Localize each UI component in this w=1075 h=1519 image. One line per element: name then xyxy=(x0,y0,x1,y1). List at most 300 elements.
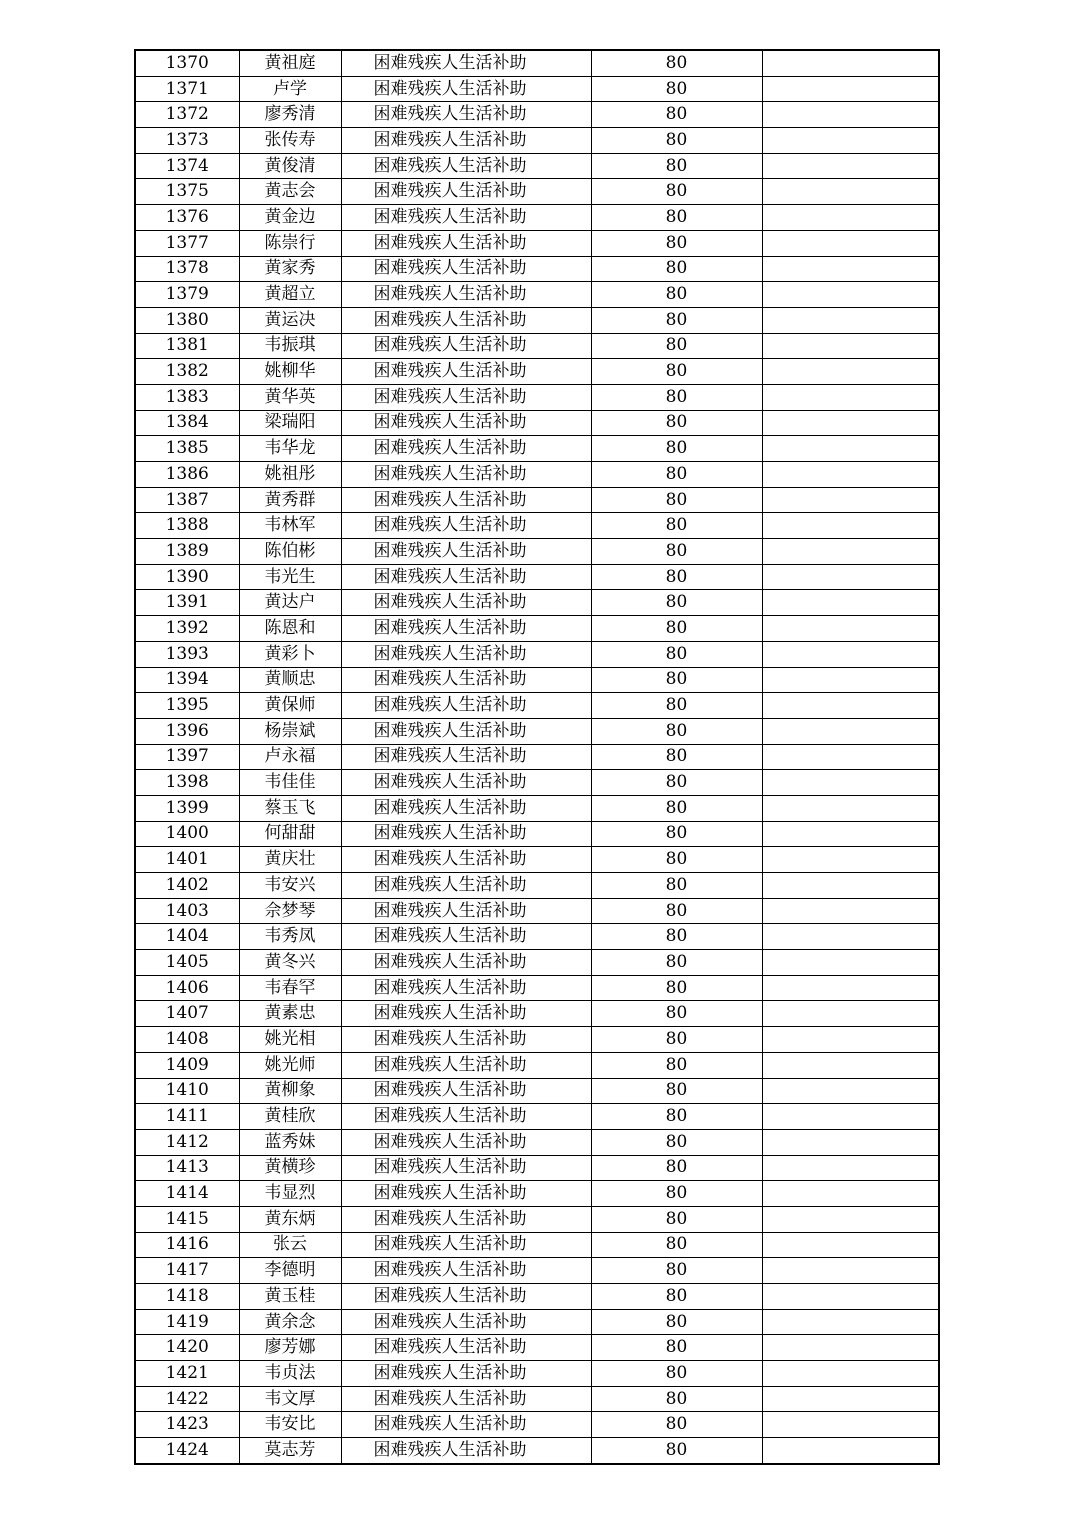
recipient-name-cell: 陈伯彬 xyxy=(239,539,341,565)
subsidy-item-cell: 困难残疾人生活补助 xyxy=(341,333,591,359)
table-row xyxy=(135,1001,939,1027)
remark-cell xyxy=(762,205,939,231)
remark-cell xyxy=(762,770,939,796)
serial-number-cell: 1402 xyxy=(135,873,239,899)
subsidy-item-cell: 困难残疾人生活补助 xyxy=(341,667,591,693)
table-row xyxy=(135,333,939,359)
remark-cell xyxy=(762,898,939,924)
amount-cell: 80 xyxy=(591,410,762,436)
serial-number-cell: 1390 xyxy=(135,564,239,590)
remark-cell xyxy=(762,307,939,333)
recipient-name-cell: 黄达户 xyxy=(239,590,341,616)
table-row xyxy=(135,1232,939,1258)
table-row xyxy=(135,539,939,565)
serial-number-cell: 1414 xyxy=(135,1181,239,1207)
amount-cell: 80 xyxy=(591,950,762,976)
amount-cell: 80 xyxy=(591,436,762,462)
remark-cell xyxy=(762,487,939,513)
subsidy-item-cell: 困难残疾人生活补助 xyxy=(341,1078,591,1104)
recipient-name-cell: 李德明 xyxy=(239,1258,341,1284)
table-row xyxy=(135,744,939,770)
serial-number-cell: 1383 xyxy=(135,384,239,410)
subsidy-item-cell: 困难残疾人生活补助 xyxy=(341,128,591,154)
amount-cell: 80 xyxy=(591,641,762,667)
subsidy-item-cell: 困难残疾人生活补助 xyxy=(341,462,591,488)
serial-number-cell: 1407 xyxy=(135,1001,239,1027)
table-row xyxy=(135,821,939,847)
recipient-name-cell: 卢永福 xyxy=(239,744,341,770)
remark-cell xyxy=(762,847,939,873)
amount-cell: 80 xyxy=(591,333,762,359)
remark-cell xyxy=(762,256,939,282)
table-row xyxy=(135,384,939,410)
amount-cell: 80 xyxy=(591,256,762,282)
remark-cell xyxy=(762,1232,939,1258)
amount-cell: 80 xyxy=(591,50,762,76)
amount-cell: 80 xyxy=(591,153,762,179)
table-row xyxy=(135,1412,939,1438)
remark-cell xyxy=(762,641,939,667)
subsidy-item-cell: 困难残疾人生活补助 xyxy=(341,590,591,616)
table-row xyxy=(135,1129,939,1155)
amount-cell: 80 xyxy=(591,1412,762,1438)
subsidy-item-cell: 困难残疾人生活补助 xyxy=(341,1335,591,1361)
subsidy-item-cell: 困难残疾人生活补助 xyxy=(341,718,591,744)
subsidy-item-cell: 困难残疾人生活补助 xyxy=(341,1284,591,1310)
recipient-name-cell: 黄横珍 xyxy=(239,1155,341,1181)
subsidy-item-cell: 困难残疾人生活补助 xyxy=(341,950,591,976)
subsidy-item-cell: 困难残疾人生活补助 xyxy=(341,1438,591,1464)
amount-cell: 80 xyxy=(591,1232,762,1258)
serial-number-cell: 1418 xyxy=(135,1284,239,1310)
recipient-name-cell: 韦安比 xyxy=(239,1412,341,1438)
amount-cell: 80 xyxy=(591,1155,762,1181)
remark-cell xyxy=(762,384,939,410)
serial-number-cell: 1389 xyxy=(135,539,239,565)
remark-cell xyxy=(762,1335,939,1361)
subsidy-item-cell: 困难残疾人生活补助 xyxy=(341,282,591,308)
subsidy-item-cell: 困难残疾人生活补助 xyxy=(341,975,591,1001)
serial-number-cell: 1401 xyxy=(135,847,239,873)
table-row xyxy=(135,102,939,128)
subsidy-item-cell: 困难残疾人生活补助 xyxy=(341,539,591,565)
table-row xyxy=(135,616,939,642)
serial-number-cell: 1404 xyxy=(135,924,239,950)
remark-cell xyxy=(762,282,939,308)
table-row xyxy=(135,1284,939,1310)
remark-cell xyxy=(762,924,939,950)
table-row xyxy=(135,975,939,1001)
recipient-name-cell: 姚光师 xyxy=(239,1052,341,1078)
subsidy-item-cell: 困难残疾人生活补助 xyxy=(341,1206,591,1232)
subsidy-item-cell: 困难残疾人生活补助 xyxy=(341,744,591,770)
table-row xyxy=(135,179,939,205)
subsidy-item-cell: 困难残疾人生活补助 xyxy=(341,513,591,539)
recipient-name-cell: 韦贞法 xyxy=(239,1361,341,1387)
table-row xyxy=(135,128,939,154)
table-row xyxy=(135,1309,939,1335)
remark-cell xyxy=(762,975,939,1001)
subsidy-item-cell: 困难残疾人生活补助 xyxy=(341,487,591,513)
amount-cell: 80 xyxy=(591,462,762,488)
remark-cell xyxy=(762,821,939,847)
table-row xyxy=(135,693,939,719)
table-row xyxy=(135,718,939,744)
amount-cell: 80 xyxy=(591,924,762,950)
remark-cell xyxy=(762,102,939,128)
serial-number-cell: 1370 xyxy=(135,50,239,76)
remark-cell xyxy=(762,1258,939,1284)
serial-number-cell: 1387 xyxy=(135,487,239,513)
serial-number-cell: 1379 xyxy=(135,282,239,308)
subsidy-item-cell: 困难残疾人生活补助 xyxy=(341,307,591,333)
serial-number-cell: 1424 xyxy=(135,1438,239,1464)
table-row xyxy=(135,359,939,385)
subsidy-item-cell: 困难残疾人生活补助 xyxy=(341,1361,591,1387)
recipient-name-cell: 蔡玉飞 xyxy=(239,795,341,821)
table-row xyxy=(135,513,939,539)
remark-cell xyxy=(762,462,939,488)
amount-cell: 80 xyxy=(591,873,762,899)
recipient-name-cell: 黄秀群 xyxy=(239,487,341,513)
subsidy-item-cell: 困难残疾人生活补助 xyxy=(341,1027,591,1053)
recipient-name-cell: 佘梦琴 xyxy=(239,898,341,924)
recipient-name-cell: 韦显烈 xyxy=(239,1181,341,1207)
serial-number-cell: 1421 xyxy=(135,1361,239,1387)
remark-cell xyxy=(762,590,939,616)
recipient-name-cell: 黄庆壮 xyxy=(239,847,341,873)
remark-cell xyxy=(762,744,939,770)
remark-cell xyxy=(762,1361,939,1387)
remark-cell xyxy=(762,179,939,205)
recipient-name-cell: 陈恩和 xyxy=(239,616,341,642)
subsidy-item-cell: 困难残疾人生活补助 xyxy=(341,924,591,950)
recipient-name-cell: 姚光相 xyxy=(239,1027,341,1053)
serial-number-cell: 1410 xyxy=(135,1078,239,1104)
subsidy-item-cell: 困难残疾人生活补助 xyxy=(341,436,591,462)
amount-cell: 80 xyxy=(591,1104,762,1130)
serial-number-cell: 1415 xyxy=(135,1206,239,1232)
subsidy-item-cell: 困难残疾人生活补助 xyxy=(341,1181,591,1207)
serial-number-cell: 1373 xyxy=(135,128,239,154)
subsidy-item-cell: 困难残疾人生活补助 xyxy=(341,1104,591,1130)
serial-number-cell: 1377 xyxy=(135,230,239,256)
serial-number-cell: 1371 xyxy=(135,76,239,102)
table-row xyxy=(135,770,939,796)
remark-cell xyxy=(762,1027,939,1053)
amount-cell: 80 xyxy=(591,205,762,231)
subsidy-item-cell: 困难残疾人生活补助 xyxy=(341,1052,591,1078)
amount-cell: 80 xyxy=(591,667,762,693)
remark-cell xyxy=(762,1386,939,1412)
subsidy-item-cell: 困难残疾人生活补助 xyxy=(341,1309,591,1335)
subsidy-item-cell: 困难残疾人生活补助 xyxy=(341,873,591,899)
recipient-name-cell: 姚祖彤 xyxy=(239,462,341,488)
table-row xyxy=(135,1181,939,1207)
recipient-name-cell: 黄玉桂 xyxy=(239,1284,341,1310)
serial-number-cell: 1395 xyxy=(135,693,239,719)
remark-cell xyxy=(762,410,939,436)
serial-number-cell: 1412 xyxy=(135,1129,239,1155)
serial-number-cell: 1385 xyxy=(135,436,239,462)
amount-cell: 80 xyxy=(591,1386,762,1412)
serial-number-cell: 1375 xyxy=(135,179,239,205)
serial-number-cell: 1420 xyxy=(135,1335,239,1361)
recipient-name-cell: 韦林军 xyxy=(239,513,341,539)
table-row xyxy=(135,1386,939,1412)
remark-cell xyxy=(762,718,939,744)
amount-cell: 80 xyxy=(591,1181,762,1207)
serial-number-cell: 1411 xyxy=(135,1104,239,1130)
subsidy-item-cell: 困难残疾人生活补助 xyxy=(341,847,591,873)
recipient-name-cell: 张云 xyxy=(239,1232,341,1258)
serial-number-cell: 1384 xyxy=(135,410,239,436)
recipient-name-cell: 韦光生 xyxy=(239,564,341,590)
amount-cell: 80 xyxy=(591,898,762,924)
remark-cell xyxy=(762,333,939,359)
table-row xyxy=(135,590,939,616)
subsidy-item-cell: 困难残疾人生活补助 xyxy=(341,1232,591,1258)
subsidy-item-cell: 困难残疾人生活补助 xyxy=(341,230,591,256)
serial-number-cell: 1417 xyxy=(135,1258,239,1284)
table-row xyxy=(135,1155,939,1181)
remark-cell xyxy=(762,564,939,590)
subsidy-item-cell: 困难残疾人生活补助 xyxy=(341,1386,591,1412)
subsidy-item-cell: 困难残疾人生活补助 xyxy=(341,410,591,436)
remark-cell xyxy=(762,1309,939,1335)
serial-number-cell: 1423 xyxy=(135,1412,239,1438)
table-row xyxy=(135,1361,939,1387)
amount-cell: 80 xyxy=(591,1309,762,1335)
recipient-name-cell: 蓝秀妹 xyxy=(239,1129,341,1155)
serial-number-cell: 1386 xyxy=(135,462,239,488)
serial-number-cell: 1406 xyxy=(135,975,239,1001)
recipient-name-cell: 廖秀清 xyxy=(239,102,341,128)
table-row xyxy=(135,1206,939,1232)
table-row xyxy=(135,153,939,179)
remark-cell xyxy=(762,1284,939,1310)
remark-cell xyxy=(762,616,939,642)
serial-number-cell: 1408 xyxy=(135,1027,239,1053)
remark-cell xyxy=(762,1412,939,1438)
remark-cell xyxy=(762,950,939,976)
recipient-name-cell: 韦秀凤 xyxy=(239,924,341,950)
table-row xyxy=(135,410,939,436)
amount-cell: 80 xyxy=(591,1438,762,1464)
amount-cell: 80 xyxy=(591,564,762,590)
recipient-name-cell: 黄素忠 xyxy=(239,1001,341,1027)
serial-number-cell: 1405 xyxy=(135,950,239,976)
subsidy-item-cell: 困难残疾人生活补助 xyxy=(341,1129,591,1155)
amount-cell: 80 xyxy=(591,179,762,205)
subsidy-item-cell: 困难残疾人生活补助 xyxy=(341,153,591,179)
subsidy-item-cell: 困难残疾人生活补助 xyxy=(341,564,591,590)
table-row xyxy=(135,641,939,667)
recipient-name-cell: 何甜甜 xyxy=(239,821,341,847)
recipient-name-cell: 黄志会 xyxy=(239,179,341,205)
recipient-name-cell: 廖芳娜 xyxy=(239,1335,341,1361)
table-row xyxy=(135,1438,939,1464)
serial-number-cell: 1399 xyxy=(135,795,239,821)
subsidy-item-cell: 困难残疾人生活补助 xyxy=(341,821,591,847)
table-row xyxy=(135,1027,939,1053)
serial-number-cell: 1409 xyxy=(135,1052,239,1078)
remark-cell xyxy=(762,795,939,821)
recipient-name-cell: 梁瑞阳 xyxy=(239,410,341,436)
recipient-name-cell: 姚柳华 xyxy=(239,359,341,385)
subsidy-item-cell: 困难残疾人生活补助 xyxy=(341,616,591,642)
amount-cell: 80 xyxy=(591,230,762,256)
recipient-name-cell: 黄柳象 xyxy=(239,1078,341,1104)
remark-cell xyxy=(762,1155,939,1181)
amount-cell: 80 xyxy=(591,76,762,102)
subsidy-item-cell: 困难残疾人生活补助 xyxy=(341,770,591,796)
recipient-name-cell: 韦佳佳 xyxy=(239,770,341,796)
remark-cell xyxy=(762,1001,939,1027)
remark-cell xyxy=(762,1206,939,1232)
table-row xyxy=(135,76,939,102)
recipient-name-cell: 韦振琪 xyxy=(239,333,341,359)
amount-cell: 80 xyxy=(591,693,762,719)
table-row xyxy=(135,1078,939,1104)
serial-number-cell: 1422 xyxy=(135,1386,239,1412)
serial-number-cell: 1372 xyxy=(135,102,239,128)
remark-cell xyxy=(762,513,939,539)
recipient-name-cell: 黄桂欣 xyxy=(239,1104,341,1130)
table-row xyxy=(135,205,939,231)
subsidy-item-cell: 困难残疾人生活补助 xyxy=(341,1155,591,1181)
amount-cell: 80 xyxy=(591,1361,762,1387)
recipient-name-cell: 卢学 xyxy=(239,76,341,102)
table-row xyxy=(135,564,939,590)
remark-cell xyxy=(762,693,939,719)
amount-cell: 80 xyxy=(591,1001,762,1027)
remark-cell xyxy=(762,359,939,385)
recipient-name-cell: 韦安兴 xyxy=(239,873,341,899)
amount-cell: 80 xyxy=(591,487,762,513)
subsidy-item-cell: 困难残疾人生活补助 xyxy=(341,1412,591,1438)
serial-number-cell: 1374 xyxy=(135,153,239,179)
serial-number-cell: 1396 xyxy=(135,718,239,744)
amount-cell: 80 xyxy=(591,590,762,616)
recipient-name-cell: 黄俊清 xyxy=(239,153,341,179)
amount-cell: 80 xyxy=(591,847,762,873)
serial-number-cell: 1382 xyxy=(135,359,239,385)
serial-number-cell: 1393 xyxy=(135,641,239,667)
serial-number-cell: 1388 xyxy=(135,513,239,539)
remark-cell xyxy=(762,539,939,565)
table-row xyxy=(135,256,939,282)
serial-number-cell: 1378 xyxy=(135,256,239,282)
subsidy-item-cell: 困难残疾人生活补助 xyxy=(341,1001,591,1027)
serial-number-cell: 1413 xyxy=(135,1155,239,1181)
table-row xyxy=(135,1335,939,1361)
table-row xyxy=(135,487,939,513)
subsidy-item-cell: 困难残疾人生活补助 xyxy=(341,256,591,282)
recipient-name-cell: 黄东炳 xyxy=(239,1206,341,1232)
table-row xyxy=(135,847,939,873)
table-row xyxy=(135,462,939,488)
recipient-name-cell: 陈崇行 xyxy=(239,230,341,256)
recipient-name-cell: 韦文厚 xyxy=(239,1386,341,1412)
amount-cell: 80 xyxy=(591,1052,762,1078)
serial-number-cell: 1419 xyxy=(135,1309,239,1335)
table-row xyxy=(135,307,939,333)
recipient-name-cell: 黄运决 xyxy=(239,307,341,333)
remark-cell xyxy=(762,1104,939,1130)
table-row xyxy=(135,1104,939,1130)
table-body xyxy=(135,50,939,1464)
subsidy-item-cell: 困难残疾人生活补助 xyxy=(341,76,591,102)
remark-cell xyxy=(762,1438,939,1464)
amount-cell: 80 xyxy=(591,1078,762,1104)
remark-cell xyxy=(762,667,939,693)
amount-cell: 80 xyxy=(591,616,762,642)
subsidy-item-cell: 困难残疾人生活补助 xyxy=(341,384,591,410)
serial-number-cell: 1403 xyxy=(135,898,239,924)
serial-number-cell: 1397 xyxy=(135,744,239,770)
table-row xyxy=(135,667,939,693)
recipient-name-cell: 黄家秀 xyxy=(239,256,341,282)
amount-cell: 80 xyxy=(591,975,762,1001)
recipient-name-cell: 黄顺忠 xyxy=(239,667,341,693)
table-row xyxy=(135,1258,939,1284)
table-row xyxy=(135,898,939,924)
subsidy-item-cell: 困难残疾人生活补助 xyxy=(341,50,591,76)
subsidy-item-cell: 困难残疾人生活补助 xyxy=(341,898,591,924)
remark-cell xyxy=(762,1078,939,1104)
recipient-name-cell: 黄余念 xyxy=(239,1309,341,1335)
amount-cell: 80 xyxy=(591,1027,762,1053)
recipient-name-cell: 黄彩卜 xyxy=(239,641,341,667)
recipient-name-cell: 韦华龙 xyxy=(239,436,341,462)
subsidy-item-cell: 困难残疾人生活补助 xyxy=(341,102,591,128)
recipient-name-cell: 黄超立 xyxy=(239,282,341,308)
amount-cell: 80 xyxy=(591,513,762,539)
amount-cell: 80 xyxy=(591,384,762,410)
amount-cell: 80 xyxy=(591,1258,762,1284)
recipient-name-cell: 黄保师 xyxy=(239,693,341,719)
remark-cell xyxy=(762,1181,939,1207)
recipient-name-cell: 黄华英 xyxy=(239,384,341,410)
serial-number-cell: 1400 xyxy=(135,821,239,847)
serial-number-cell: 1376 xyxy=(135,205,239,231)
recipient-name-cell: 韦春罕 xyxy=(239,975,341,1001)
remark-cell xyxy=(762,76,939,102)
serial-number-cell: 1392 xyxy=(135,616,239,642)
amount-cell: 80 xyxy=(591,539,762,565)
table-row xyxy=(135,795,939,821)
table-row xyxy=(135,50,939,76)
table-row xyxy=(135,924,939,950)
serial-number-cell: 1391 xyxy=(135,590,239,616)
recipient-name-cell: 张传寿 xyxy=(239,128,341,154)
subsidy-item-cell: 困难残疾人生活补助 xyxy=(341,641,591,667)
remark-cell xyxy=(762,873,939,899)
table-row xyxy=(135,873,939,899)
subsidy-item-cell: 困难残疾人生活补助 xyxy=(341,795,591,821)
amount-cell: 80 xyxy=(591,307,762,333)
remark-cell xyxy=(762,1052,939,1078)
remark-cell xyxy=(762,50,939,76)
remark-cell xyxy=(762,128,939,154)
serial-number-cell: 1380 xyxy=(135,307,239,333)
remark-cell xyxy=(762,230,939,256)
recipient-name-cell: 莫志芳 xyxy=(239,1438,341,1464)
serial-number-cell: 1398 xyxy=(135,770,239,796)
amount-cell: 80 xyxy=(591,1129,762,1155)
recipient-name-cell: 杨崇斌 xyxy=(239,718,341,744)
